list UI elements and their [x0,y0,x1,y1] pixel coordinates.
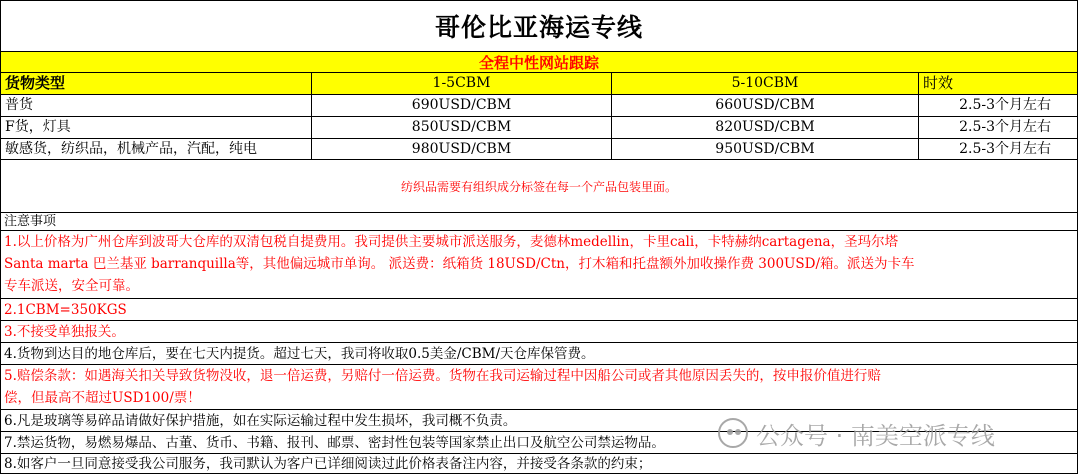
cell-transit-time: 2.5-3个月左右 [959,119,1051,135]
cell-transit-time: 2.5-3个月左右 [959,97,1051,113]
note-1-line-3: 专车派送，安全可靠。 [4,278,139,294]
cell-price-1-5cbm: 690USD/CBM [312,95,612,116]
table-row [0,117,1078,139]
note-6: 6.凡是玻璃等易碎品请做好保护措施，如在实际运输过程中发生损坏，我司概不负责。 [0,410,1078,432]
note-8: 8.如客户一旦同意接受我公司服务，我司默认为客户已详细阅读过此价格表备注内容，并接受各条款的约束； [0,454,1078,474]
note-1-line-2: Santa marta 巴兰基亚 barranquilla等，其他偏远城市单询。 派送费：纸箱货 18USD/Ctn，打木箱和托盘额外加收操作费 300USD/箱。派送为卡车 [4,256,915,272]
cell-cargo-type: 敏感货，纺织品，机械产品，汽配，纯电 [1,139,312,159]
cell-transit-time: 2.5-3个月左右 [959,141,1051,157]
note-3: 3.不接受单独报关。 [0,321,1078,343]
table-row [0,139,1078,160]
cell-price-1-5cbm: 850USD/CBM [312,117,612,138]
table-header-row [0,73,1078,95]
watermark-text: 公众号 · 南美空派专线 [756,421,995,450]
note-4: 4.货物到达目的地仓库后，要在七天内提货。超过七天，我司将收取0.5美金/CBM/天仓库保管费。 [0,343,1078,365]
note-5-line-2: 偿，但最高不超过USD100/票！ [4,390,201,406]
textile-label-note: 纺织品需要有组织成分标签在每一个产品包装里面。 [0,160,1078,213]
tracking-banner: 全程中性网站跟踪 [0,52,1078,73]
note-5-line-1: 5.赔偿条款：如遇海关扣关导致货物没收，退一倍运费，另赔付一倍运费。货物在我司运输过程中因船公司或者其他原因丢失的，按申报价值进行赔 [4,368,881,384]
notes-heading: 注意事项 [0,213,1078,231]
cell-price-5-10cbm: 820USD/CBM [612,117,919,138]
note-7: 7.禁运货物，易燃易爆品、古董、货币、书籍、报刊、邮票、密封性包装等国家禁止出口及航空公司禁运物品。 [0,432,1078,454]
header-5-10cbm: 5-10CBM [612,73,919,94]
table-row [0,95,1078,117]
cell-price-5-10cbm: 660USD/CBM [612,95,919,116]
note-5 [0,365,1078,410]
header-transit-time: 时效 [919,73,1077,94]
header-1-5cbm: 1-5CBM [312,73,612,94]
cell-cargo-type: F货，灯具 [1,117,312,138]
cell-price-5-10cbm: 950USD/CBM [612,139,919,159]
page-title: 哥伦比亚海运专线 [0,0,1078,52]
note-1 [0,231,1078,299]
wechat-watermark [718,416,995,450]
header-cargo-type: 货物类型 [1,73,312,94]
note-2: 2.1CBM=350KGS [0,299,1078,321]
cell-price-1-5cbm: 980USD/CBM [312,139,612,159]
note-1-line-1: 1.以上价格为广州仓库到波哥大仓库的双清包税自提费用。我司提供主要城市派送服务，麦德林medellin，卡里cali，卡特赫纳cartagena，圣玛尔塔 [4,234,899,250]
cell-cargo-type: 普货 [1,95,312,116]
wechat-icon [718,418,748,448]
